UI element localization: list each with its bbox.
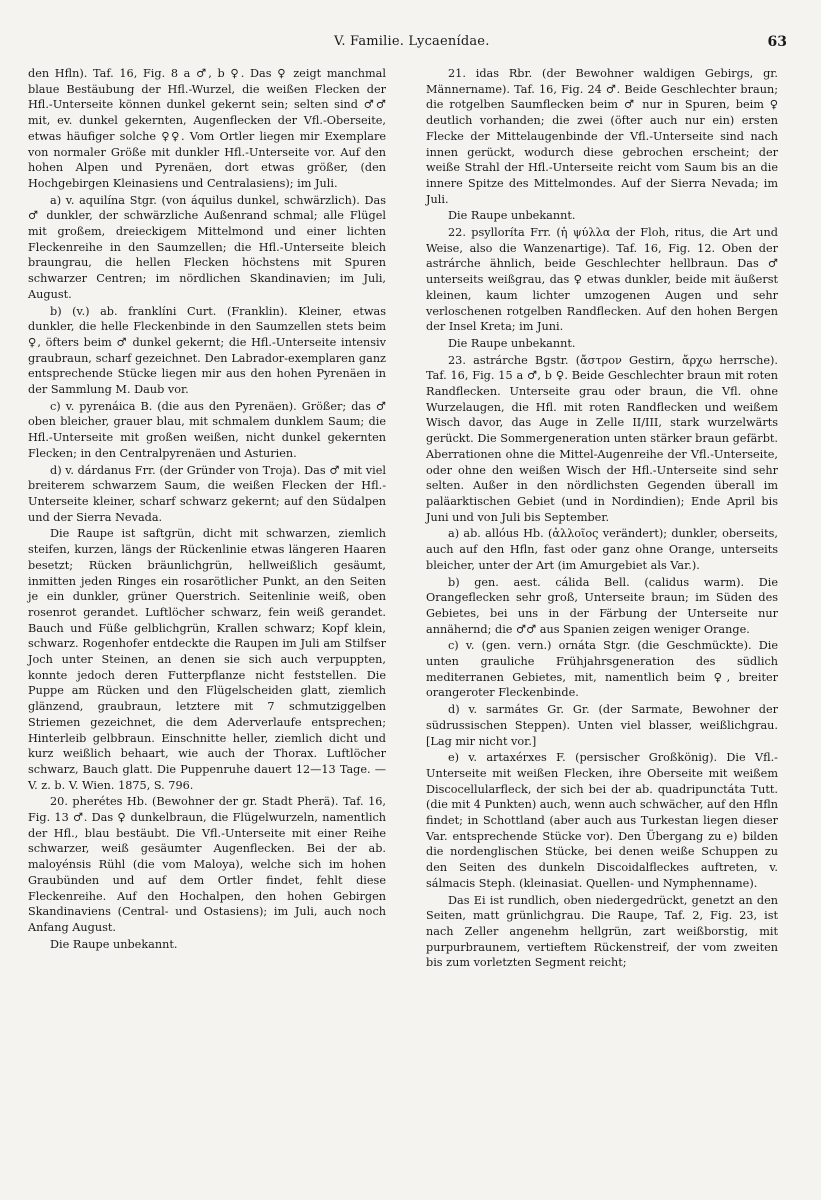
paragraph: b) (v.) ab. franklíni Curt. (Franklin). Kleiner, etwas dunkler, die helle Fleckenbinde in den Saumzellen stets beim ♀, öfters beim ♂ dunkel gekernt; die Hfl.-Unterseite intensiv graubraun, scharf gezeichnet. Den Labrador-exemplaren ganz entsprechende Stücke liegen mir aus den hohen Pyrenäen in der Sammlung M. Daub vor. [28,304,386,397]
running-header [24,34,803,56]
paragraph: Das Ei ist rundlich, oben niedergedrückt, genetzt an den Seiten, matt grünlichgrau. Die Raupe, Taf. 2, Fig. 23, ist nach Zeller angenehm hellgrün, zart weißborstig, mit purpurbraunem, vertieftem Rückenstreif, der vom zweiten bis zum vorletzten Segment reicht; [426,893,778,970]
left-column [28,66,386,952]
paragraph: Die Raupe unbekannt. [448,209,576,223]
section-title: V. Familie. Lycaenídae. [334,34,490,49]
right-column [426,66,778,971]
paragraph: 22. psylloríta Frr. (ἡ ψύλλα der Floh, ritus, die Art und Weise, also die Wanzenartige). Taf. 16, Fig. 12. Oben der astrárche ähnlich, beide Geschlechter hellbraun. Das ♂ unterseits weißgrau, das ♀ etwas dunkler, beide mit äußerst kleinen, kaum lichter umzogenen Augen und sehr verloschenen rotgelben Randflecken. Auf den hohen Bergen der Insel Kreta; im Juni. [426,226,778,334]
paragraph: a) ab. allóus Hb. (ἀλλοῖος verändert); dunkler, oberseits, auch auf den Hfln, fast oder ganz ohne Orange, unterseits bleicher, unter der Art (im Amurgebiet als Var.). [426,527,778,572]
paragraph: b) gen. aest. cálida Bell. (calidus warm). Die Orangeflecken sehr groß, Unterseite braun; im Süden des Gebietes, bei uns in der Färbung der Unterseite nur annähernd; die ♂♂ aus Spanien zeigen weniger Orange. [426,575,778,636]
paragraph: d) v. sarmátes Gr. Gr. (der Sarmate, Bewohner der südrussischen Steppen). Unten viel blasser, weißlichgrau. [Lag mir nicht vor.] [426,703,778,748]
paragraph: 23. astrárche Bgstr. (ἄστρον Gestirn, ἄρχω herrsche). Taf. 16, Fig. 15 a ♂, b ♀. Beide Geschlechter braun mit roten Randflecken. Unterseite grau oder braun, die Vfl. ohne Wurzelaugen, die Hfl. mit roten Randflecken und weißem Wisch davor, das Auge in Zelle II/III, stark wurzelwärts gerückt. Die Sommergeneration unten stärker braun gefärbt. Aberrationen ohne die Mittel-Augenreihe der Vfl.-Unterseite, oder ohne den weißen Wisch der Hfl.-Unterseite sind sehr selten. Außer in den nördlichsten Gegenden überall im paläarktischen Gebiet (und in Nordindien); Ende April bis Juni und von Juli bis September. [426,353,778,524]
paragraph: 20. pherétes Hb. (Bewohner der gr. Stadt Pherä). Taf. 16, Fig. 13 ♂. Das ♀ dunkelbraun, die Flügelwurzeln, namentlich der Hfl., blau bestäubt. Die Vfl.-Unterseite mit einer Reihe schwarzer, weiß gesäumter Augenflecken. Bei der ab. maloyénsis Rühl (die vom Maloya), welche sich im hohen Graubünden und auf dem Ortler findet, fehlt diese Fleckenreihe. Auf den Hochalpen, den hohen Gebirgen Skandinaviens (Central- und Ostasiens); im Juli, auch noch Anfang August. [28,795,386,934]
paragraph: Die Raupe unbekannt. [448,336,576,350]
paragraph: d) v. dárdanus Frr. (der Gründer von Troja). Das ♂ mit viel breiterem schwarzem Saum, die weißen Flecken der Hfl.-Unterseite kleiner, scharf schwarz gekernt; auf den Südalpen und der Sierra Nevada. [28,463,386,524]
paragraph: 21. idas Rbr. (der Bewohner waldigen Gebirgs, gr. Männername). Taf. 16, Fig. 24 ♂. Beide Geschlechter braun; die rotgelben Saumflecken beim ♂ nur in Spuren, beim ♀ deutlich vorhanden; die zwei (öfter auch nur ein) ersten Flecke der Mittelaugenbinde der Vfl.-Unterseite sind nach innen gerückt, wodurch diese gebrochen erscheint; der weiße Strahl der Hfl.-Unterseite reicht vom Saum bis an die innere Spitze des Mittelmondes. Auf der Sierra Nevada; im Juli. [426,67,778,206]
paragraph: e) v. artaxérxes F. (persischer Großkönig). Die Vfl.-Unterseite mit weißen Flecken, ihre Oberseite mit weißem Discocellularfleck, der sich bei der ab. quadripunctáta Tutt. (die mit 4 Punkten) auch, wenn auch schwächer, auf den Hfln findet; in Schottland (aber auch aus Turkestan liegen dieser Var. entsprechende Stücke vor). Den Übergang zu e) bilden die nordenglischen Stücke, bei denen weiße Schuppen zu den Seiten des dunkeln Discoidalfleckes auftreten, v. sálmacis Steph. (kleinasiat. Quellen- und Nymphenname). [426,751,778,890]
paragraph: a) v. aquilína Stgr. (von áquilus dunkel, schwärzlich). Das ♂ dunkler, der schwärzliche Außenrand schmal; alle Flügel mit großem, dreieckigem Mittelmond und einer lichten Fleckenreihe in den Saumzellen; die Hfl.-Unterseite bleich braungrau, die hellen Flecken höchstens mit Spuren schwarzer Centren; im nördlichen Skandinavien; im Juli, August. [28,193,386,301]
paragraph: Die Raupe unbekannt. [50,937,178,951]
page-number: 63 [767,34,787,50]
paragraph: c) v. (gen. vern.) ornáta Stgr. (die Geschmückte). Die unten grauliche Frühjahrsgeneration des südlich mediterranen Gebietes, mit, namentlich beim ♀, breiter orangeroter Fleckenbinde. [426,639,778,700]
paragraph: den Hfln). Taf. 16, Fig. 8 a ♂, b ♀. Das ♀ zeigt manchmal blaue Bestäubung der Hfl.-Wurzel, die weißen Flecken der Hfl.-Unterseite können dunkel gekernt sein; selten sind ♂♂ mit, ev. dunkel gekernten, Augenflecken der Vfl.-Oberseite, etwas häufiger solche ♀♀. Vom Ortler liegen mir Exemplare von normaler Größe mit dunkler Hfl.-Unterseite vor. Auf den hohen Alpen und Pyrenäen, dort etwas größer, (den Hochgebirgen Kleinasiens und Centralasiens); im Juli. [28,67,386,190]
paragraph: c) v. pyrenáica B. (die aus den Pyrenäen). Größer; das ♂ oben bleicher, grauer blau, mit schmalem dunklem Saum; die Hfl.-Unterseite mit großen weißen, nicht dunkel gekernten Flecken; in den Centralpyrenäen und Asturien. [28,399,386,460]
paragraph: Die Raupe ist saftgrün, dicht mit schwarzen, ziemlich steifen, kurzen, längs der Rückenlinie etwas längeren Haaren besetzt; Rücken bräunlichgrün, hellweißlich gesäumt, inmitten jeden Ringes ein rosarötlicher Punkt, an den Seiten je ein dunkler, grüner Querstrich. Seitenlinie weiß, oben rosenrot gerandet. Luftlöcher schwarz, fein weiß gerandet. Bauch und Füße gelblichgrün, Krallen schwarz; Kopf klein, schwarz. Rogenhofer entdeckte die Raupen im Juli am Stilfser Joch unter Steinen, an denen sie sich auch verpuppten, konnte jedoch deren Futterpflanze nicht feststellen. Die Puppe am Rücken und den Flügelscheiden glatt, ziemlich glänzend, graubraun, letztere mit 7 schmutziggelben Striemen gezeichnet, die dem Aderverlaufe entsprechen; Hinterleib gelbbraun. Einschnitte heller, ziemlich dicht und kurz weißlich behaart, wie auch der Thorax. Luftlöcher schwarz, Bauch glatt. Die Puppenruhe dauert 12—13 Tage. — V. z. b. V. Wien. 1875, S. 796. [28,527,386,792]
